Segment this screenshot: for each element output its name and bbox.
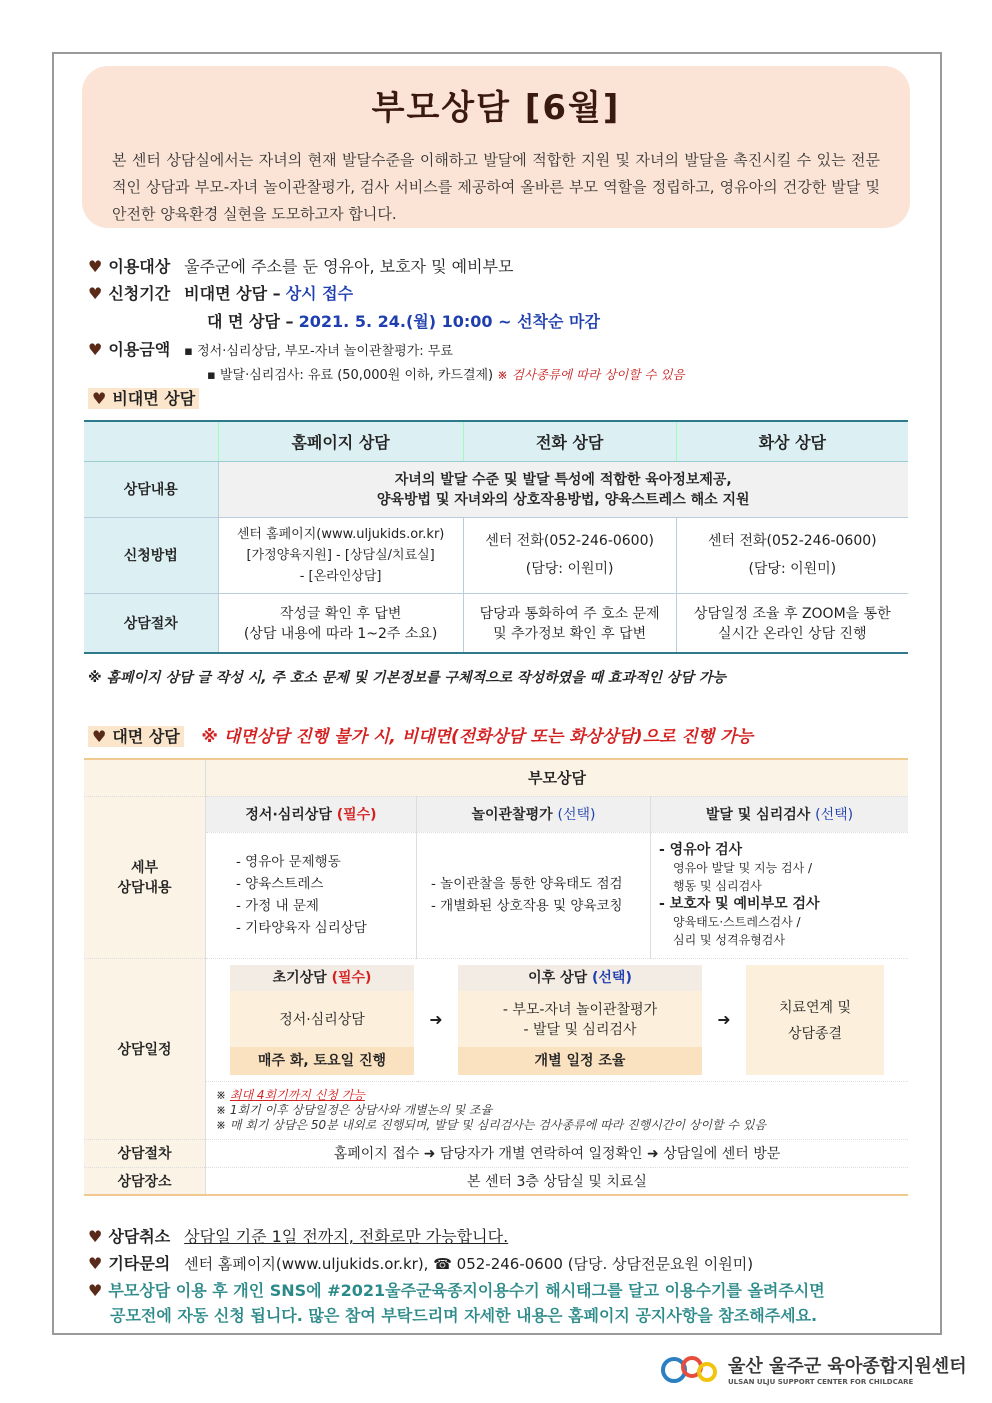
period-offline-prefix: 대 면 상담 – [207, 312, 294, 331]
schedule-steps [206, 958, 909, 1081]
page-title: 부모상담 [6월] [371, 88, 621, 128]
info-label: 이용대상 [108, 257, 171, 276]
sub-play: 놀이관찰평가 (선택) [417, 796, 651, 832]
method-homepage: 센터 홈페이지(www.uljukids.or.kr) [가정양육지원] - [상담실/치료실] - [온라인상담] [218, 517, 463, 593]
heart-icon: ♥ [88, 340, 103, 359]
fee-item-2: ▪ 발달·심리검사: 유료 (50,000원 이하, 카드결제) ※ 검사종류에 따라 상이할 수 있음 [207, 367, 685, 383]
info-value: 울주군에 주소를 둔 영유아, 보호자 및 예비부모 [184, 257, 514, 276]
section-offline: ♥ 대면 상담 ※ 대면상담 진행 불가 시, 비대면(전화상담 또는 화상상담)으로 진행 가능 [88, 722, 753, 747]
hero-banner [82, 66, 910, 228]
heart-icon: ♥ [88, 1227, 103, 1246]
offline-table [84, 758, 908, 1196]
row-label: 세부 상담내용 [84, 796, 206, 958]
info-period [88, 281, 353, 304]
header-phone: 전화 상담 [463, 421, 676, 461]
row-label: 상담절차 [84, 593, 218, 653]
schedule-notes: ※ 최대 4회기까지 신청 가능 ※ 1회기 이후 상담일정은 상담사와 개별논의 및 조율 ※ 매 회기 상담은 50분 내외로 진행되며, 발달 및 심리검사는 검사종류에 따라 진행시간이 상이할 수 있음 [206, 1081, 909, 1139]
proc-phone: 담당과 통화하여 주 호소 문제 및 추가정보 확인 후 답변 [463, 593, 676, 653]
period-offline-value: 2021. 5. 24.(월) 10:00 ~ 선착순 마감 [298, 312, 600, 331]
step-initial: 초기상담 (필수) 정서·심리상담 매주 화, 토요일 진행 [230, 965, 414, 1075]
sub-emotion: 정서·심리상담 (필수) [206, 796, 417, 832]
section-online: ♥ 비대면 상담 [88, 386, 199, 409]
offline-proc: 홈페이지 접수 ➜ 담당자가 개별 연락하여 일정확인 ➜ 상담일에 센터 방문 [206, 1139, 909, 1167]
offline-head: 부모상담 [206, 759, 909, 796]
row-label: 상담절차 [84, 1139, 206, 1167]
info-label: 이용금액 [108, 340, 171, 359]
footer-cancel: ♥ 상담취소 상담일 기준 1일 전까지, 전화로만 가능합니다. [88, 1227, 509, 1246]
footer-sns: ♥ 부모상담 이용 후 개인 SNS에 #2021울주군육종지이용수기 해시태그를 달고 이용수기를 올려주시면 [88, 1281, 825, 1300]
step-final: 치료연계 및 상담종결 [746, 965, 884, 1075]
period-online-prefix: 비대면 상담 – [184, 284, 281, 303]
info-label: 신청기간 [108, 284, 171, 303]
logo-sub: ULSAN ULJU SUPPORT CENTER FOR CHILDCARE [728, 1378, 914, 1386]
proc-homepage: 작성글 확인 후 답변 (상담 내용에 따라 1~2주 소요) [218, 593, 463, 653]
arrow-icon: ➜ [717, 1010, 731, 1029]
proc-video: 상담일정 조율 후 ZOOM을 통한 실시간 온라인 상담 진행 [676, 593, 908, 653]
method-phone: 센터 전화(052-246-0600) (담당: 이원미) [463, 517, 676, 593]
center-logo [660, 1352, 967, 1386]
header-homepage: 홈페이지 상담 [218, 421, 463, 461]
detail-test: - 영유아 검사 영유아 발달 및 지능 검사 / 행동 및 심리검사 - 보호자 및 예비부모 검사 양육태도·스트레스검사 / 심리 및 성격유형검사 [651, 832, 909, 958]
heart-icon: ♥ [88, 1281, 103, 1300]
logo-name: 울산 울주군 육아종합지원센터 [728, 1356, 967, 1377]
heart-icon: ♥ [88, 1254, 103, 1273]
heart-icon: ♥ [88, 257, 103, 276]
footer-contact: ♥ 기타문의 센터 홈페이지(www.uljukids.or.kr), ☎ 052-246-0600 (담당. 상담전문요원 이원미) [88, 1254, 754, 1273]
heart-icon: ♥ [92, 727, 107, 746]
row-label: 신청방법 [84, 517, 218, 593]
intro-text: 본 센터 상담실에서는 자녀의 현재 발달수준을 이해하고 발달에 적합한 지원 및 자녀의 발달을 촉진시킬 수 있는 전문적인 상담과 부모-자녀 놀이관찰평가, 검사 서비스를 제공하여 올바른 부모 역할을 정립하고, 영유아의 건강한 발달 및 안전한 양육환경 실현을 도모하고자 합니다. [112, 151, 880, 223]
info-fee [88, 337, 453, 360]
step-followup: 이후 상담 (선택) - 부모-자녀 놀이관찰평가 - 발달 및 심리검사 개별 일정 조율 [458, 965, 702, 1075]
heart-icon: ♥ [92, 389, 107, 408]
footer-sns-2: 공모전에 자동 신청 됩니다. 많은 참여 부탁드리며 자세한 내용은 홈페이지 공지사항을 참조해주세요. [110, 1306, 818, 1325]
fee-note: ※ 검사종류에 따라 상이할 수 있음 [497, 367, 685, 382]
sub-test: 발달 및 심리검사 (선택) [651, 796, 909, 832]
arrow-icon: ➜ [429, 1010, 443, 1029]
method-video: 센터 전화(052-246-0600) (담당: 이원미) [676, 517, 908, 593]
offline-note: ※ 대면상담 진행 불가 시, 비대면(전화상담 또는 화상상담)으로 진행 가능 [201, 727, 753, 747]
offline-place: 본 센터 3층 상담실 및 치료실 [206, 1167, 909, 1195]
info-fee-2 [207, 364, 685, 383]
detail-emotion: - 영유아 문제행동 - 양육스트레스 - 가정 내 문제 - 기타양육자 심리상담 [206, 832, 417, 958]
fee-item-1: ▪ 정서·심리상담, 부모-자녀 놀이관찰평가: 무료 [184, 344, 453, 359]
heart-icon: ♥ [88, 284, 103, 303]
row-label: 상담장소 [84, 1167, 206, 1195]
info-target [88, 254, 513, 277]
period-online-value: 상시 접수 [285, 284, 354, 303]
header-video: 화상 상담 [676, 421, 908, 461]
content-cell: 자녀의 발달 수준 및 발달 특성에 적합한 육아정보제공, 양육방법 및 자녀와의 상호작용방법, 양육스트레스 해소 지원 [218, 461, 908, 517]
info-period-offline [207, 309, 600, 332]
online-table [84, 420, 908, 654]
online-note: ※ 홈페이지 상담 글 작성 시, 주 호소 문제 및 기본정보를 구체적으로 작성하였을 때 효과적인 상담 가능 [88, 670, 726, 686]
detail-play: - 놀이관찰을 통한 양육태도 점검 - 개별화된 상호작용 및 양육코칭 [417, 832, 651, 958]
logo-icon [660, 1352, 718, 1386]
row-label: 상담내용 [84, 461, 218, 517]
row-label: 상담일정 [84, 958, 206, 1139]
